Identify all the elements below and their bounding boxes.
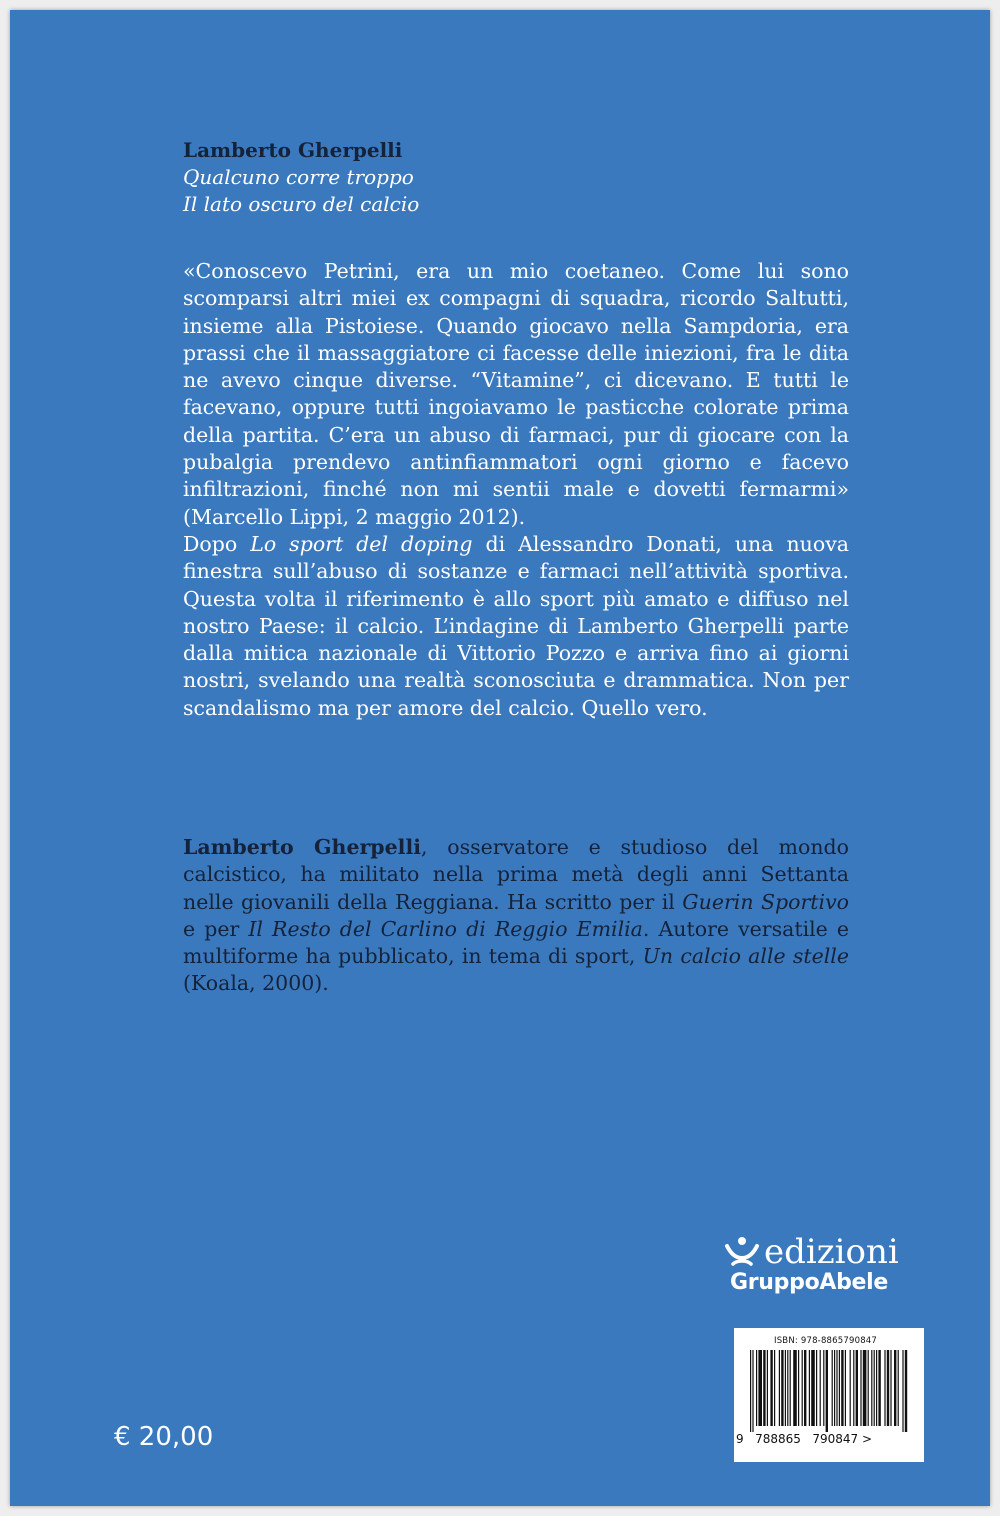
- barcode-bar: [832, 1350, 833, 1426]
- bio-text-2: e per: [183, 916, 249, 941]
- author-bio: [183, 834, 849, 998]
- barcode-bar: [750, 1350, 751, 1432]
- publisher-line-1: [724, 1232, 944, 1272]
- barcode-bar: [902, 1350, 903, 1432]
- barcode-bar: [853, 1350, 854, 1426]
- blurb: [183, 258, 849, 722]
- barcode-bar: [798, 1350, 799, 1426]
- barcode-bar: [876, 1350, 877, 1426]
- blurb-book-title: Lo sport del doping: [250, 531, 473, 556]
- barcode-bar: [898, 1350, 899, 1426]
- book-header: [183, 136, 823, 218]
- ean-left-group: 788865: [755, 1432, 801, 1446]
- ean-first-digit: 9: [736, 1432, 744, 1446]
- barcode-bar: [856, 1350, 858, 1426]
- bio-text-3: . Autore versatile e multiforme ha pubblicato, in tema di sport,: [183, 916, 850, 969]
- barcode-bar: [752, 1350, 753, 1432]
- author-name: Lamberto Gherpelli: [183, 138, 403, 162]
- barcode-bar: [787, 1350, 788, 1426]
- isbn-text: ISBN: 978-8865790847: [774, 1336, 878, 1346]
- barcode-bar: [834, 1350, 835, 1426]
- barcode-bar: [811, 1350, 815, 1426]
- ean-right-group: 790847: [812, 1432, 859, 1446]
- barcode-bar: [887, 1350, 889, 1426]
- barcode-bar: [845, 1350, 846, 1426]
- barcode-bar: [793, 1350, 797, 1426]
- barcode-label: [734, 1328, 924, 1462]
- bio-publication-2: Il Resto del Carlino di Reggio Emilia: [248, 916, 643, 941]
- barcode-bar: [790, 1350, 791, 1426]
- barcode-bar: [905, 1350, 907, 1432]
- bio-text-1: , osservatore e studioso del mondo calcistico, ha militato nella prima metà degli anni Settanta nelle giovanili della Reggiana. Ha scritto per il: [183, 835, 849, 914]
- gruppo-abele-logo-icon: [724, 1234, 760, 1270]
- barcode-bar: [826, 1350, 828, 1432]
- barcode-bar: [802, 1350, 803, 1426]
- barcode-bar: [839, 1350, 840, 1426]
- barcode-bar: [774, 1350, 775, 1426]
- ean-end-marker: >: [862, 1432, 873, 1446]
- barcode-bar: [874, 1350, 875, 1426]
- barcode: [748, 1350, 910, 1432]
- bio-publication-1: Guerin Sportivo: [682, 889, 849, 914]
- barcode-bar: [841, 1350, 843, 1426]
- bio-author-name: Lamberto Gherpelli: [183, 835, 422, 859]
- barcode-bar: [860, 1350, 861, 1426]
- barcode-bar: [871, 1350, 872, 1426]
- barcode-bar: [781, 1350, 783, 1426]
- publisher-logo: [724, 1232, 944, 1295]
- barcode-bar: [868, 1350, 869, 1426]
- barcode-bar: [850, 1350, 851, 1426]
- barcode-bar: [890, 1350, 891, 1426]
- bio-book-title: Un calcio alle stelle: [642, 944, 849, 969]
- barcode-bar: [779, 1350, 780, 1426]
- publisher-name: GruppoAbele: [730, 1270, 889, 1295]
- blurb-quote: «Conoscevo Petrini, era un mio coetaneo. Come lui sono scomparsi altri miei ex compagni di squadra, ricordo Saltutti, insieme alla Pistoiese. Quando giocavo nella Sampdoria, era prassi che il massaggiatore ci facesse delle iniezioni, fra le dita ne avevo cinque diverse. “Vitamine”, ci dicevano. E tutti le facevano, oppure tutti ingoiavamo le pasticche colorate prima della partita. C’era un abuso di farmaci, pur di giocare con la pubalgia prendevo antinfiammatori ogni giorno e facevo infiltrazioni, finché non mi sentii male e dovetti fermarmi» (Marcello Lippi, 2 maggio 2012).: [183, 259, 849, 529]
- author-bio-paragraph: [183, 834, 849, 998]
- ean-digits: [736, 1432, 922, 1446]
- back-cover: [10, 10, 990, 1506]
- barcode-bar: [820, 1350, 821, 1426]
- barcode-bar: [816, 1350, 817, 1426]
- barcode-bar: [884, 1350, 885, 1426]
- book-title: Qualcuno corre troppo: [183, 165, 414, 189]
- barcode-bar: [863, 1350, 867, 1426]
- book-subtitle: Il lato oscuro del calcio: [183, 192, 420, 216]
- blurb-description: [183, 531, 849, 722]
- blurb-text-pre: Dopo: [183, 531, 251, 556]
- publisher-edizioni: edizioni: [764, 1232, 899, 1272]
- barcode-bar: [836, 1350, 837, 1426]
- barcode-bar: [767, 1350, 768, 1426]
- barcode-bar: [756, 1350, 757, 1426]
- barcode-bar: [770, 1350, 772, 1426]
- barcode-bar: [894, 1350, 896, 1426]
- barcode-bar: [823, 1350, 824, 1426]
- bio-text-4: (Koala, 2000).: [183, 971, 329, 996]
- barcode-bar: [763, 1350, 765, 1426]
- barcode-bar: [758, 1350, 762, 1426]
- barcode-bar: [804, 1350, 806, 1426]
- barcode-bar: [809, 1350, 810, 1426]
- blurb-text-post: di Alessandro Donati, una nuova finestra sull’abuso di sostanze e farmaci nell’attività sportiva. Questa volta il riferimento è allo sport più amato e diffuso nel nostro Paese: il calcio. L’indagine di Lamberto Gherpelli parte dalla mitica nazionale di Vittorio Pozzo e arriva fino ai giorni nostri, svelando una realtà sconosciuta e drammatica. Non per scandalismo ma per amore del calcio. Quello vero.: [183, 531, 849, 720]
- price: € 20,00: [114, 1422, 214, 1452]
- barcode-bar: [785, 1350, 786, 1426]
- barcode-bar: [878, 1350, 880, 1426]
